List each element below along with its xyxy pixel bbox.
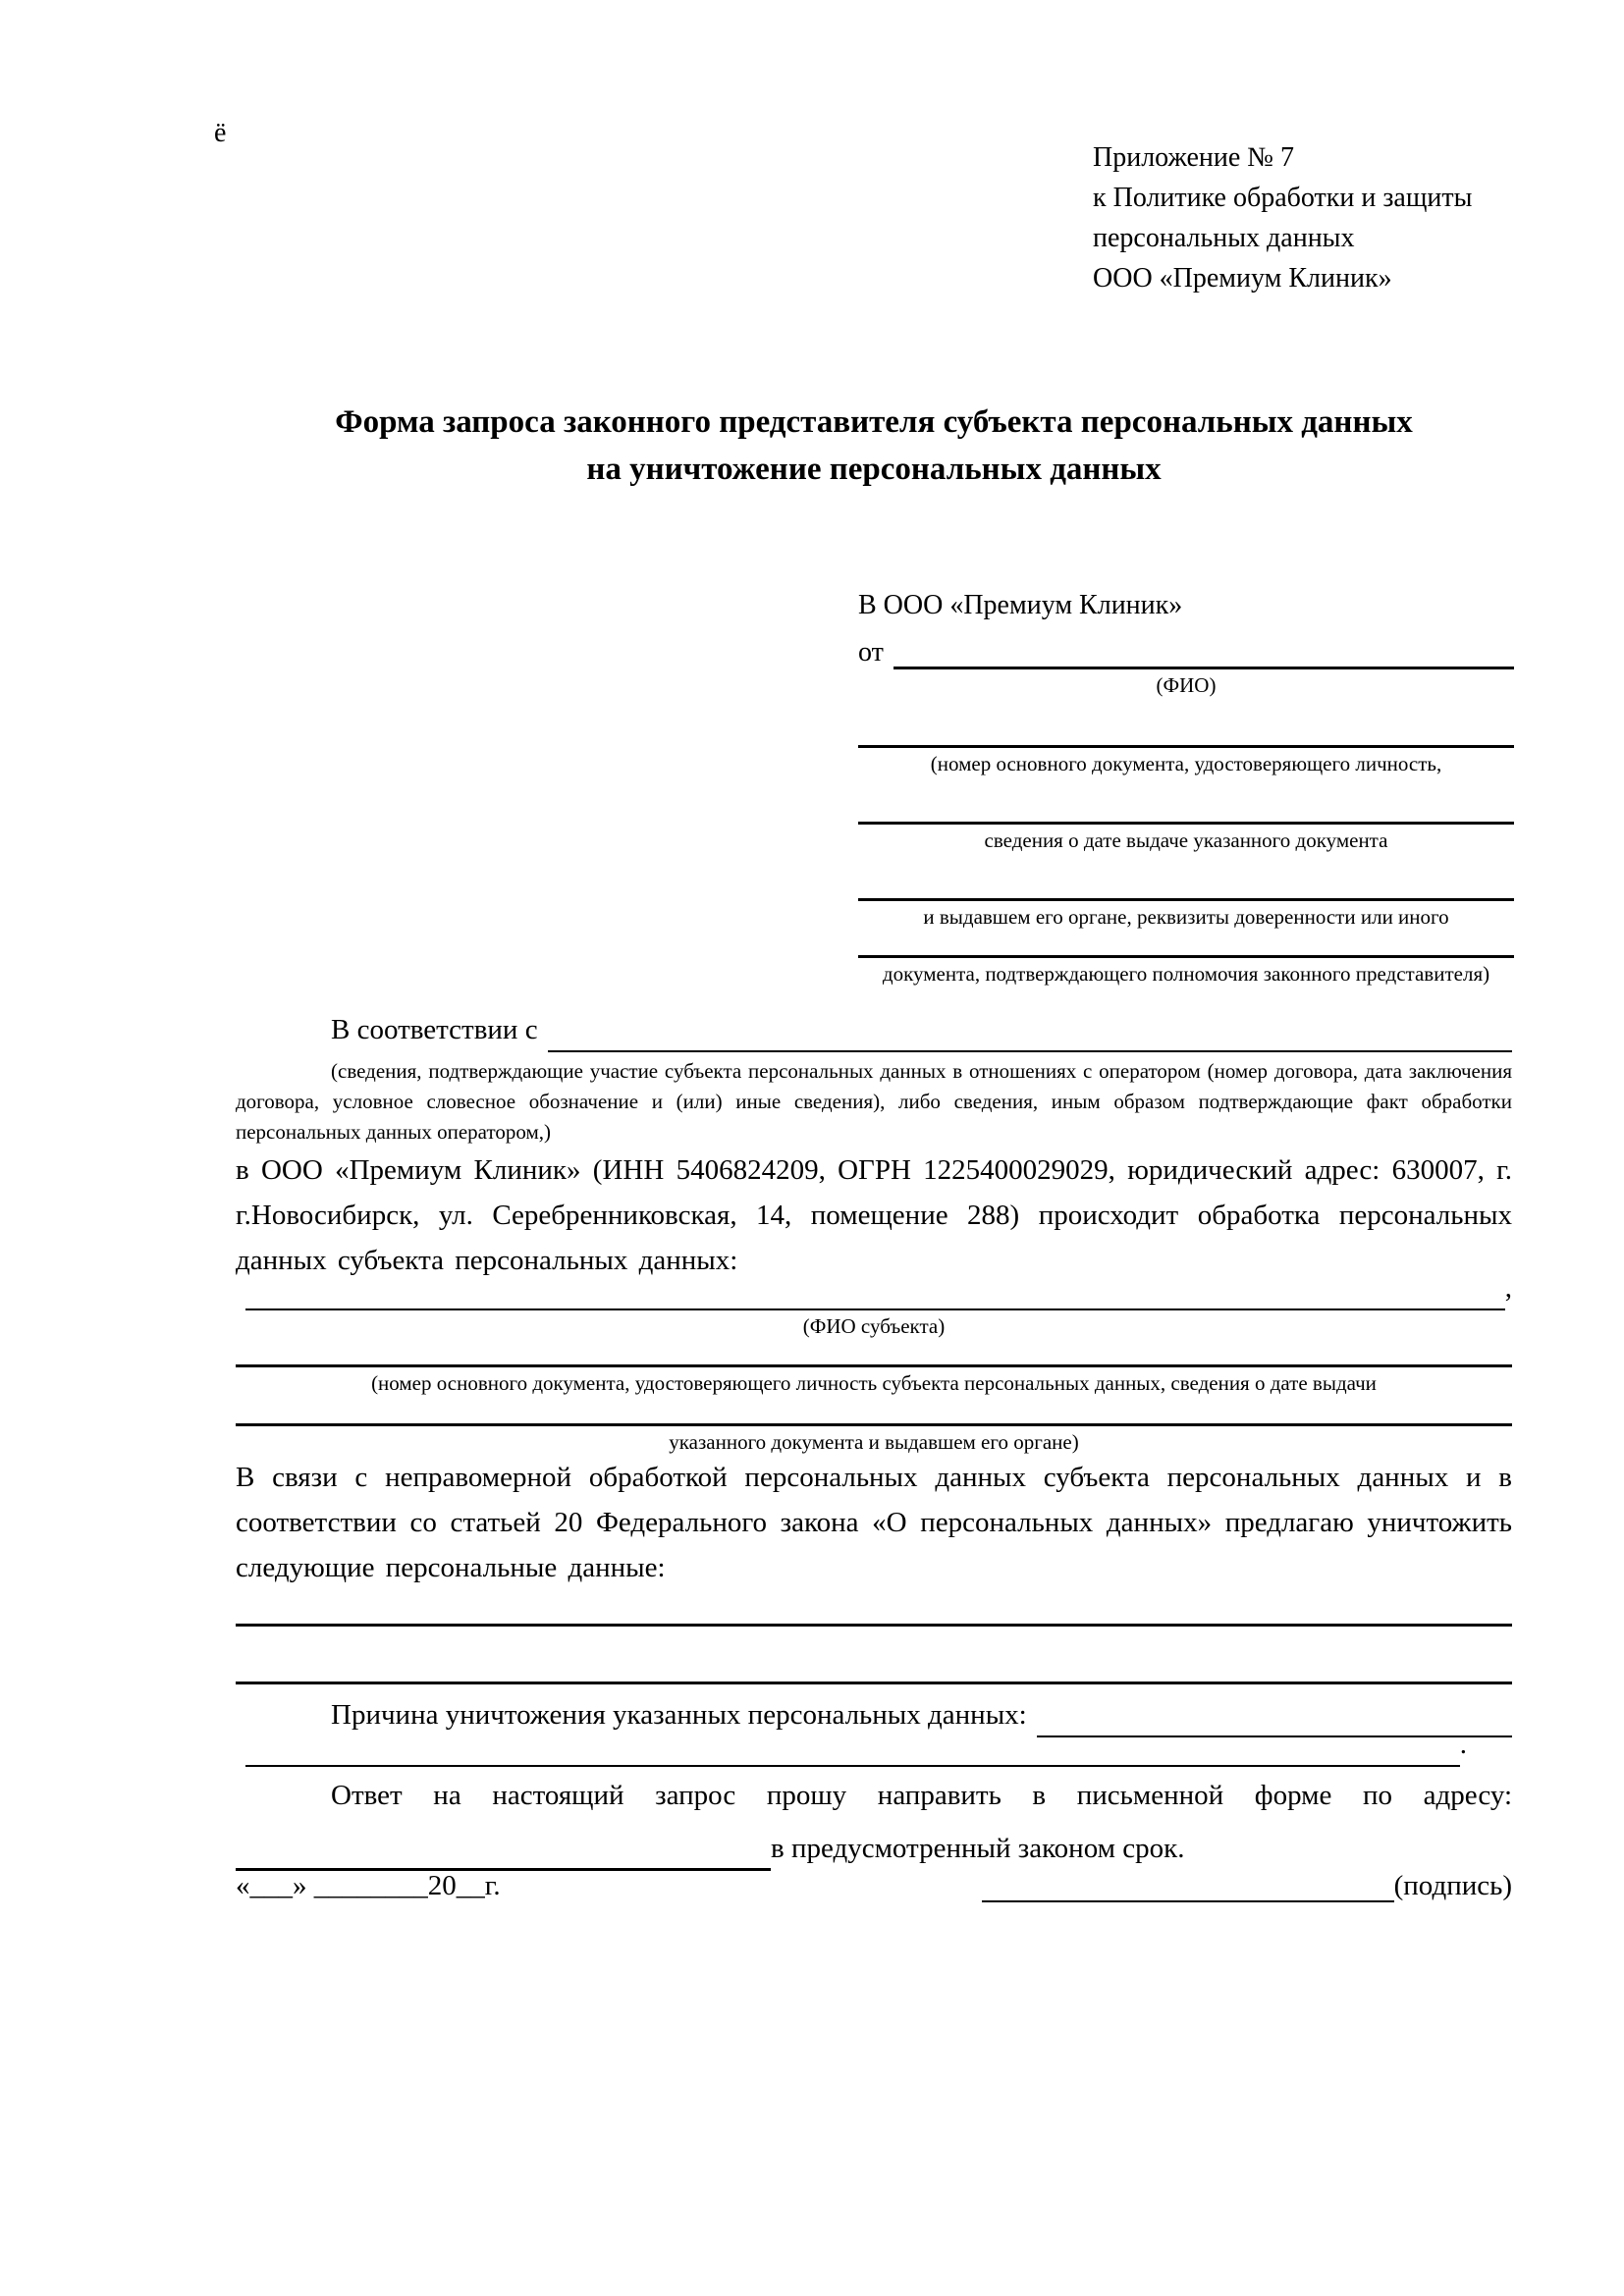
appendix-block [1093,137,1544,298]
form-body [236,1011,1512,1871]
subject-fio-field [245,1308,1505,1310]
from-label: от [858,637,884,667]
sentence-period: . [1459,1729,1467,1760]
unlawful-processing-paragraph: В связи с неправомерной обработкой персональных данных субъекта персональных данных и в соответствии со статьей 20 Федерального закона «О персональных данных» предлагаю уничтожить следующие персональные данные: [236,1462,1512,1583]
from-row [858,636,1514,669]
stray-character: ё [214,118,227,148]
reason-field-continued [245,1765,1460,1767]
data-to-destroy-field-2 [236,1627,1512,1684]
footer [236,1870,1512,1902]
document-caption-1: (номер основного документа, удостоверяющего личность, [930,752,1442,775]
reason-row [236,1694,1512,1737]
addressee-to-line: В ООО «Премиум Клиник» [858,590,1183,620]
document-caption-3: и выдавшем его органе, реквизиты доверенности или иного [923,905,1449,929]
document-caption-2: сведения о дате выдаче указанного документа [984,828,1388,852]
accordance-caption: (сведения, подтверждающие участие субъекта персональных данных в отношениях с оператором (номер договора, дата заключения договора, условное словесное обозначение и (или) иные сведения), либо сведения, иным образом подтверждающие факт обработки персональных данных оператором,) [236,1059,1512,1144]
subject-fio-caption: (ФИО субъекта) [802,1314,946,1338]
subject-document-field-1 [236,1339,1512,1367]
address-row [236,1826,1512,1871]
subject-fio-row [236,1272,1512,1310]
appendix-line-2: к Политике обработки и защиты [1093,183,1473,213]
reason-label: Причина уничтожения указанных персональных данных: [331,1699,1027,1731]
data-to-destroy-field-1 [236,1598,1512,1627]
trailing-comma: , [1504,1272,1512,1304]
issue-date-field [858,776,1514,825]
issuing-authority-field [858,853,1514,901]
subject-document-caption-2: указанного документа и выдавшем его органе) [669,1430,1079,1454]
document-number-field [858,698,1514,748]
appendix-line-4: ООО «Премиум Клиник» [1093,263,1392,294]
operator-paragraph: в ООО «Премиум Клиник» (ИНН 5406824209, ОГРН 1225400029029, юридический адрес: 630007, г. г.Новосибирск, ул. Серебренниковская, 14, помещение 288) происходит обработка персональных данных субъекта персональных данных: [236,1154,1512,1276]
representative-fio-field [893,667,1514,669]
subject-document-field-2 [236,1396,1512,1426]
accordance-field [548,1050,1512,1052]
answer-suffix: в предусмотренный законом срок. [771,1833,1185,1864]
accordance-row [236,1011,1512,1052]
form-title [236,399,1512,493]
addressee-block [858,589,1514,987]
reason-field-row [236,1729,1467,1767]
document-caption-4: документа, подтверждающего полномочия законного представителя) [882,962,1490,986]
answer-paragraph: Ответ на настоящий запрос прошу направить в письменной форме по адресу: [331,1780,1512,1811]
form-title-line-2: на уничтожение персональных данных [586,452,1162,487]
form-title-line-1: Форма запроса законного представителя субъекта персональных данных [335,404,1413,440]
authority-proof-field [858,930,1514,958]
signature-field [982,1871,1394,1902]
fio-caption: (ФИО) [1156,673,1217,697]
address-field [236,1835,771,1871]
reason-field [1037,1735,1512,1737]
appendix-line-1: Приложение № 7 [1093,142,1294,173]
appendix-line-3: персональных данных [1093,223,1355,253]
accordance-label: В соответствии с [331,1014,538,1045]
signature-block [982,1870,1512,1902]
date-line: «___» ________20__г. [236,1870,501,1901]
signature-caption: (подпись) [1393,1870,1512,1901]
subject-document-caption-1: (номер основного документа, удостоверяющего личность субъекта персональных данных, сведения о дате выдачи [371,1371,1377,1395]
